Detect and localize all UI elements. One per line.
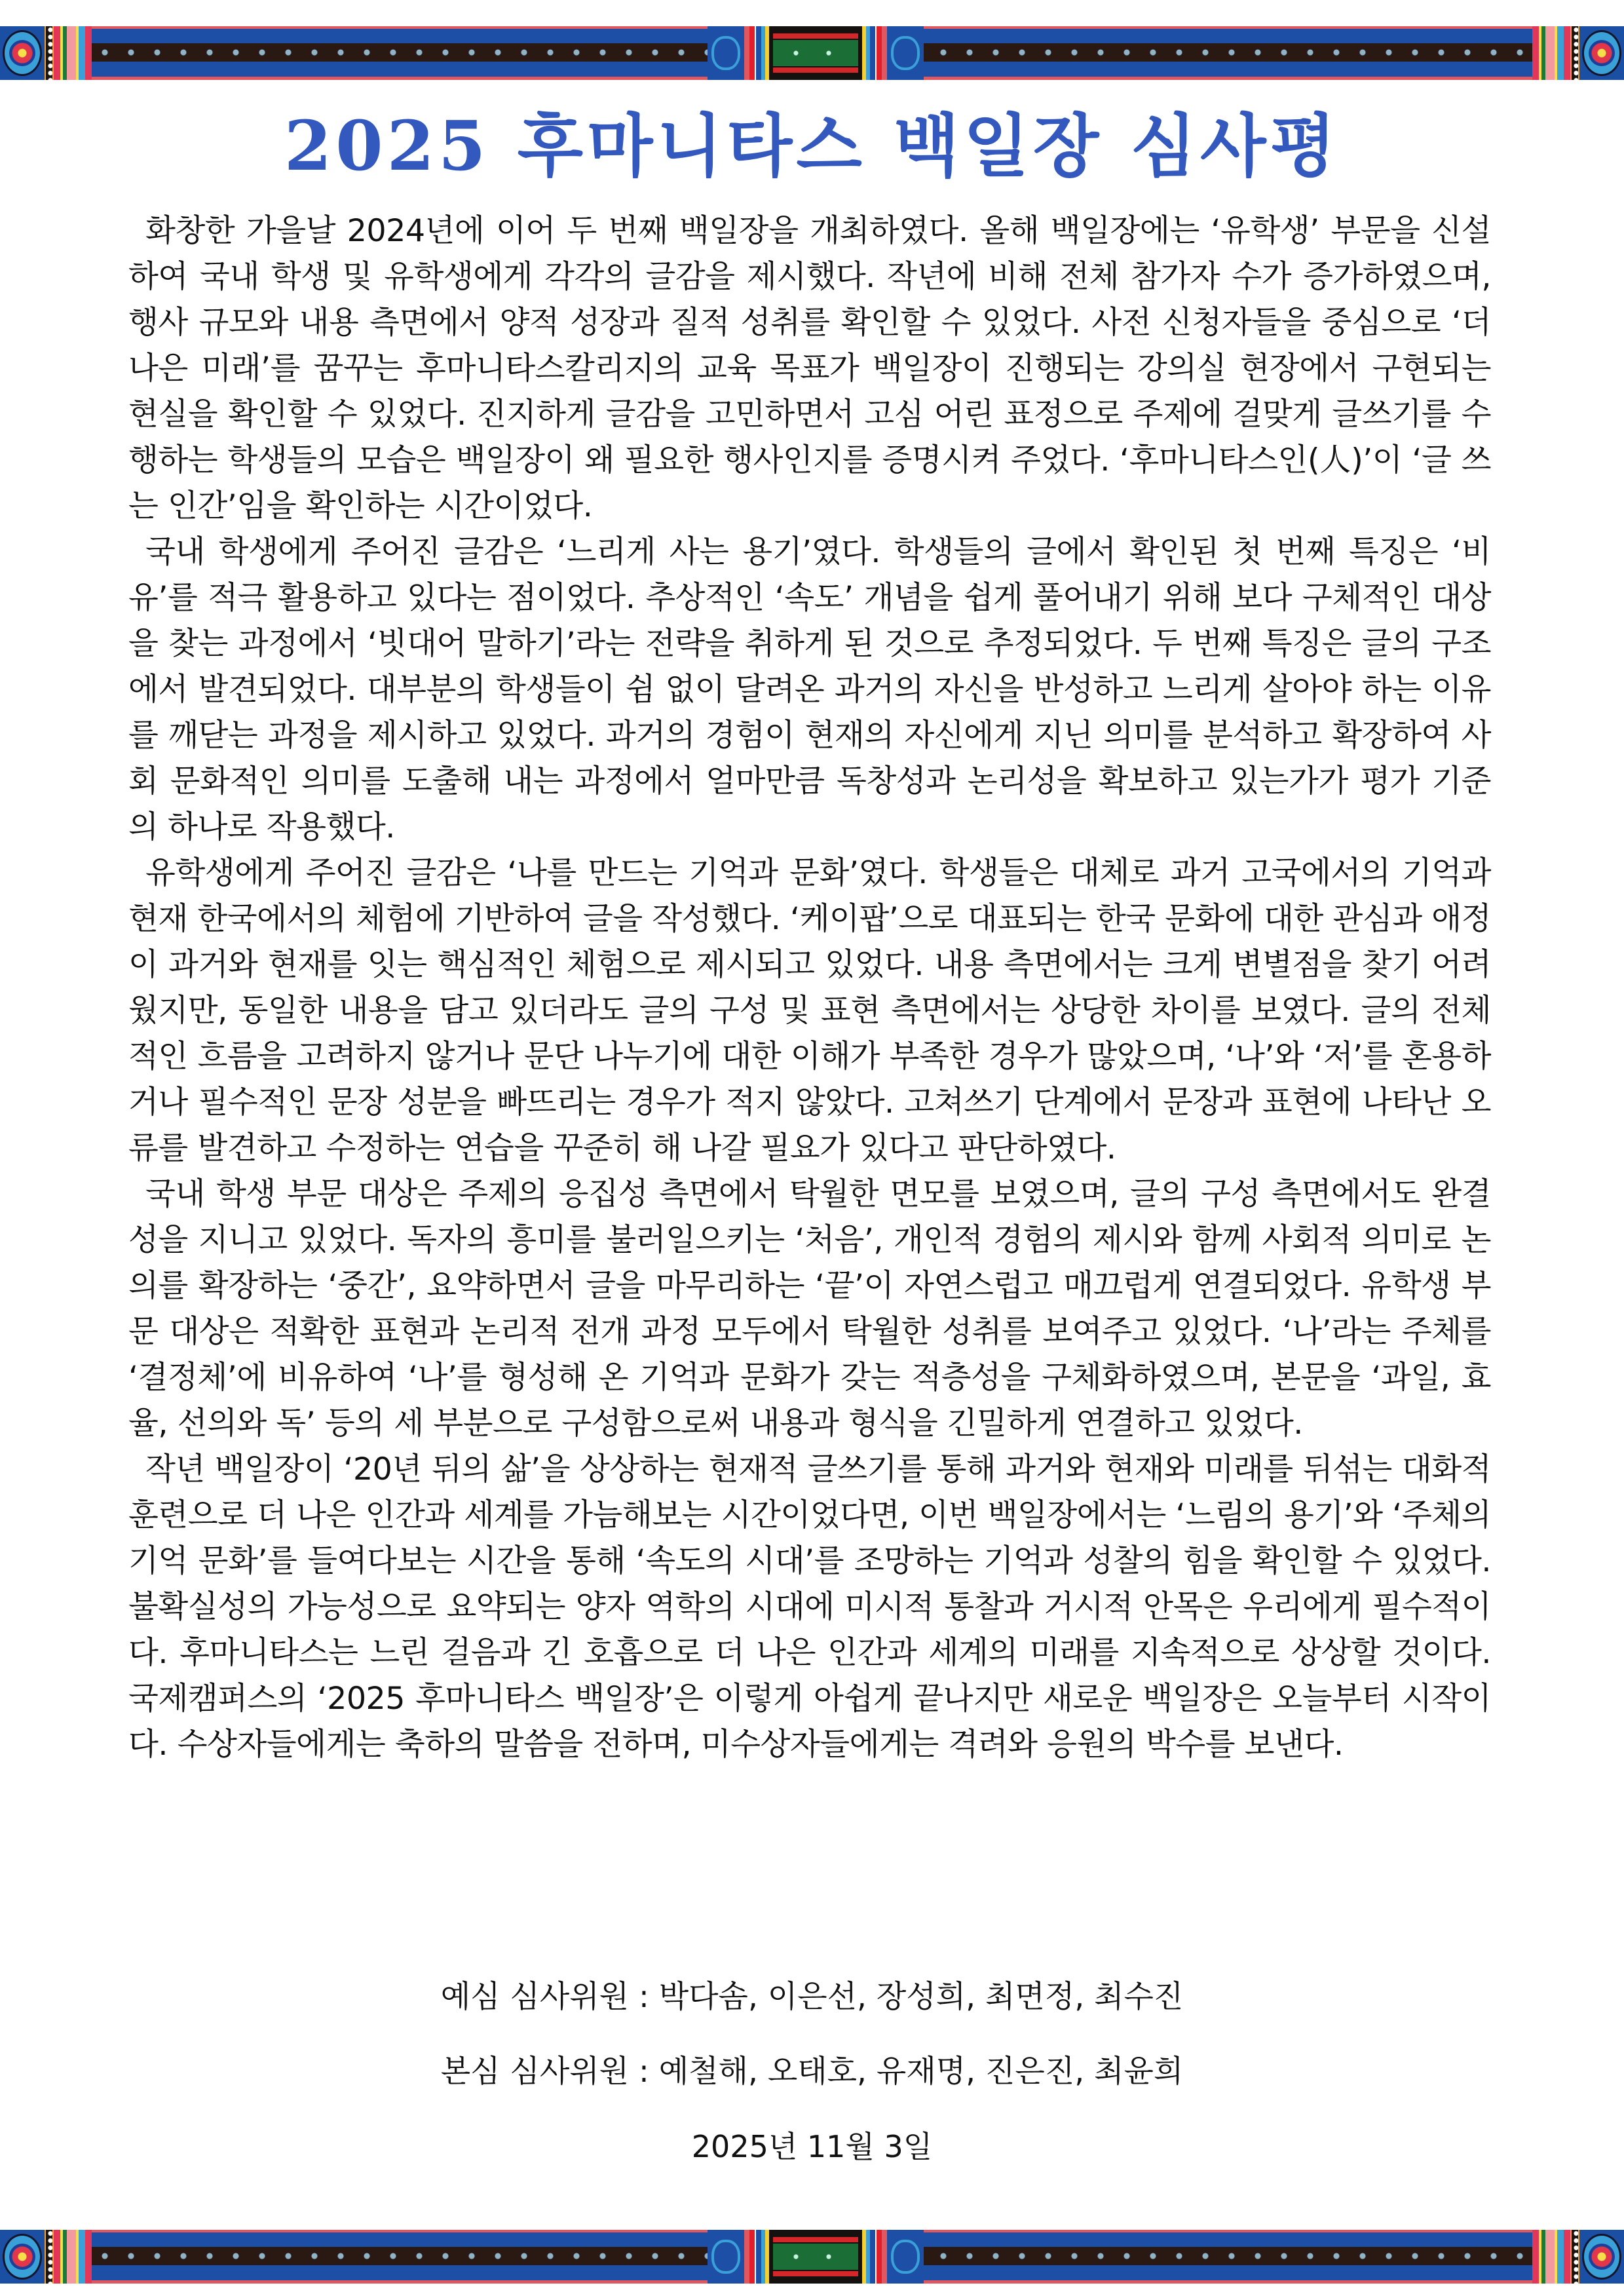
wave-pattern	[54, 2230, 92, 2284]
right-medallion-cap	[1532, 2230, 1624, 2284]
left-medallion-cap	[0, 26, 92, 80]
paragraph-grand-prize: 국내 학생 부문 대상은 주제의 응집성 측면에서 탁월한 면모를 보였으며, 글의 구성 측면에서도 완결성을 지니고 있었다. 독자의 흥미를 불러일으키는 ‘처음’, 개인적 경험의 제시와 함께 사회적 의미로 논의를 확장하는 ‘중간’, 요약하면서 글을 마무리하는 ‘끝’이 자연스럽고 매끄럽게 연결되었다. 유학생 부문 대상은 적확한 표현과 논리적 전개 과정 모두에서 탁월한 성취를 보여주고 있었다. ‘나’라는 주체를 ‘결정체’에 비유하여 ‘나’를 형성해 온 기억과 문화가 갖는 적층성을 구체화하였으며, 본문을 ‘과일, 효율, 선의와 독’ 등의 세 부분으로 구성함으로써 내용과 형식을 긴밀하게 연결하고 있었다.	[128, 1176, 1491, 1442]
cloud-icon	[891, 2240, 920, 2274]
top-decorative-border	[0, 26, 1624, 80]
paragraph-intro: 화창한 가을날 2024년에 이어 두 번째 백일장을 개최하였다. 올해 백일장에는 ‘유학생’ 부문을 신설하여 국내 학생 및 유학생에게 각각의 글감을 제시했다. 작년에 비해 전체 참가자 수가 증가하였으며, 행사 규모와 내용 측면에서 양적 성장과 질적 성취를 확인할 수 있었다. 사전 신청자들을 중심으로 ‘더 나은 미래’를 꿈꾸는 후마니타스칼리지의 교육 목표가 백일장이 진행되는 강의실 현장에서 구현되는 현실을 확인할 수 있었다. 진지하게 글감을 고민하면서 고심 어린 표정으로 주제에 걸맞게 글쓰기를 수행하는 학생들의 모습은 백일장이 왜 필요한 행사인지를 증명시켜 주었다. ‘후마니타스인(人)’이 ‘글 쓰는 인간’임을 확인하는 시간이었다.	[128, 213, 1491, 524]
center-panel	[769, 26, 862, 80]
pearl-strip	[1570, 2230, 1579, 2284]
center-panel	[769, 2230, 862, 2284]
center-ornament	[708, 2230, 924, 2284]
paragraph-international-prompt: 유학생에게 주어진 글감은 ‘나를 만드는 기억과 문화’였다. 학생들은 대체로 과거 고국에서의 기억과 현재 한국에서의 체험에 기반하여 글을 작성했다. ‘케이팝’으로 대표되는 한국 문화에 대한 관심과 애정이 과거와 현재를 잇는 핵심적인 체험으로 제시되고 있었다. 내용 측면에서는 크게 변별점을 찾기 어려웠지만, 동일한 내용을 담고 있더라도 글의 구성 및 표현 측면에서는 상당한 차이를 보였다. 글의 전체적인 흐름을 고려하지 않거나 문단 나누기에 대한 이해가 부족한 경우가 많았으며, ‘나’와 ‘저’를 혼용하거나 필수적인 문장 성분을 빠뜨리는 경우가 적지 않았다. 고쳐쓰기 단계에서 문장과 표현에 나타난 오류를 발견하고 수정하는 연습을 꾸준히 해 나갈 필요가 있다고 판단하였다.	[128, 855, 1491, 1166]
lotus-medallion-icon	[1582, 2234, 1621, 2280]
left-medallion-cap	[0, 2230, 92, 2284]
cloud-icon	[891, 36, 920, 70]
pearl-strip	[45, 26, 54, 80]
flower-dot-pattern	[773, 40, 858, 66]
pearl-strip	[1570, 26, 1579, 80]
lotus-medallion-icon	[3, 2234, 42, 2280]
wave-pattern	[1532, 26, 1570, 80]
pearl-strip	[45, 2230, 54, 2284]
paragraph-domestic-prompt: 국내 학생에게 주어진 글감은 ‘느리게 사는 용기’였다. 학생들의 글에서 확인된 첫 번째 특징은 ‘비유’를 적극 활용하고 있다는 점이었다. 추상적인 ‘속도’ 개념을 쉽게 풀어내기 위해 보다 구체적인 대상을 찾는 과정에서 ‘빗대어 말하기’라는 전략을 취하게 된 것으로 추정되었다. 두 번째 특징은 글의 구조에서 발견되었다. 대부분의 학생들이 쉼 없이 달려온 과거의 자신을 반성하고 느리게 살아야 하는 이유를 깨닫는 과정을 제시하고 있었다. 과거의 경험이 현재의 자신에게 지닌 의미를 분석하고 확장하여 사회 문화적인 의미를 도출해 내는 과정에서 얼마만큼 독창성과 논리성을 확보하고 있는가가 평가 기준의 하나로 작용했다.	[128, 534, 1491, 845]
document-title: 2025 후마니타스 백일장 심사평	[284, 105, 1340, 186]
flower-dot-pattern	[773, 2244, 858, 2270]
bottom-decorative-border	[0, 2230, 1624, 2284]
wave-pattern	[54, 26, 92, 80]
document-date: 2025년 11월 3일	[691, 2129, 933, 2164]
wave-pattern	[1532, 2230, 1570, 2284]
center-ornament	[708, 26, 924, 80]
cloud-icon	[711, 36, 740, 70]
preliminary-judges: 예심 심사위원 : 박다솜, 이은선, 장성희, 최면정, 최수진	[440, 1979, 1184, 2015]
cloud-icon	[711, 2240, 740, 2274]
review-body	[128, 208, 1491, 1768]
lotus-medallion-icon	[3, 30, 42, 76]
final-judges: 본심 심사위원 : 예철해, 오태호, 유재명, 진은진, 최윤희	[440, 2054, 1184, 2090]
lotus-medallion-icon	[1582, 30, 1621, 76]
paragraph-closing: 작년 백일장이 ‘20년 뒤의 삶’을 상상하는 현재적 글쓰기를 통해 과거와 현재와 미래를 뒤섞는 대화적 훈련으로 더 나은 인간과 세계를 가늠해보는 시간이었다면, 이번 백일장에서는 ‘느림의 용기’와 ‘주체의 기억 문화’를 들여다보는 시간을 통해 ‘속도의 시대’를 조망하는 기억과 성찰의 힘을 확인할 수 있었다. 불확실성의 가능성으로 요약되는 양자 역학의 시대에 미시적 통찰과 거시적 안목은 우리에게 필수적이다. 후마니타스는 느린 걸음과 긴 호흡으로 더 나은 인간과 세계의 미래를 지속적으로 상상할 것이다. 국제캠퍼스의 ‘2025 후마니타스 백일장’은 이렇게 아쉽게 끝나지만 새로운 백일장은 오늘부터 시작이다. 수상자들에게는 축하의 말씀을 전하며, 미수상자들에게는 격려와 응원의 박수를 보낸다.	[128, 1451, 1491, 1763]
right-medallion-cap	[1532, 26, 1624, 80]
